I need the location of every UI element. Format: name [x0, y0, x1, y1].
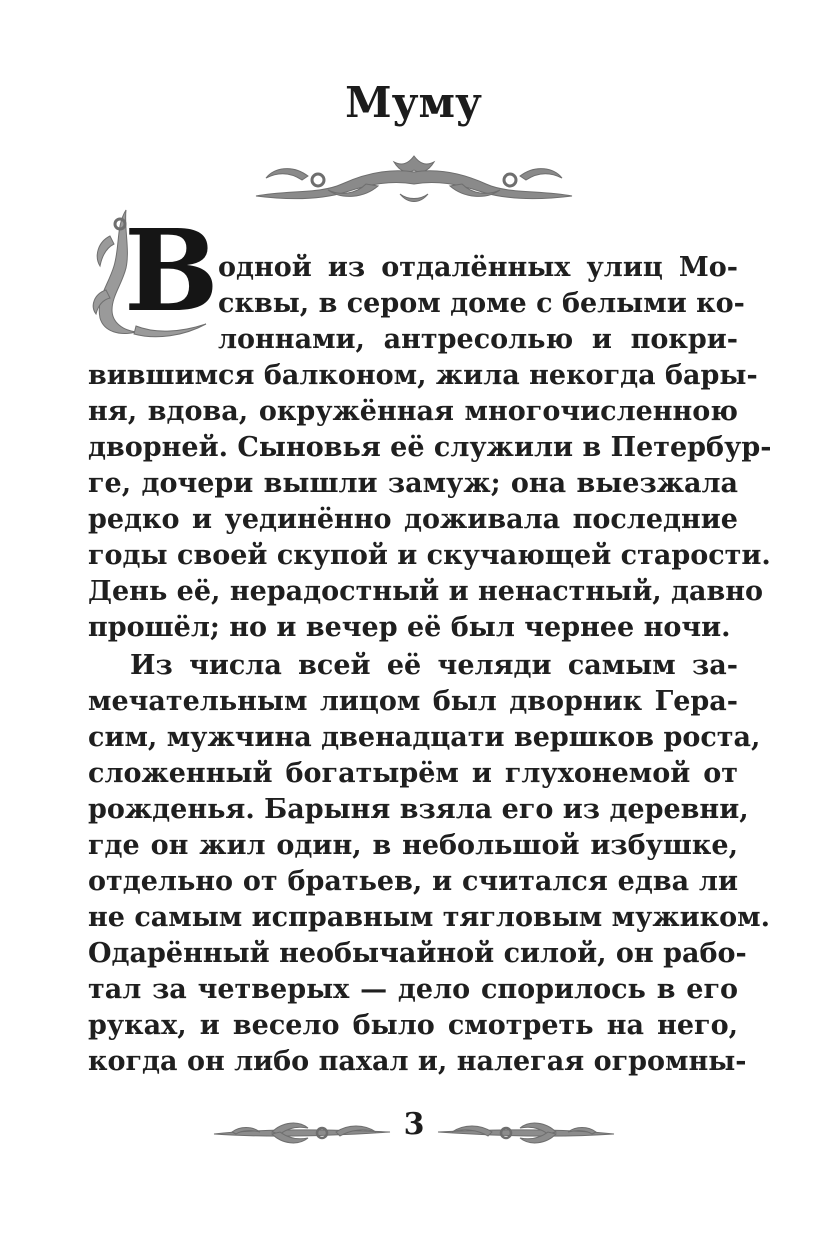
text-line: лоннами, антресолью и покри-: [218, 324, 738, 355]
text-line: не самым исправным тягловым мужиком.: [88, 902, 771, 933]
text-line: отдельно от братьев, и считался едва ли: [88, 866, 738, 897]
text-line: годы своей скупой и скучающей старости.: [88, 540, 771, 571]
text-line: руках, и весело было смотреть на него,: [88, 1010, 738, 1041]
drop-cap-block: [86, 206, 219, 342]
text-line: где он жил один, в небольшой избушке,: [88, 830, 738, 861]
text-line: когда он либо пахал и, налегая огромны-: [88, 1046, 747, 1077]
text-line: Одарённый необычайной силой, он рабо-: [88, 938, 747, 969]
text-line: мечательным лицом был дворник Гера-: [88, 686, 738, 717]
text-line: рожденья. Барыня взяла его из деревни,: [88, 794, 749, 825]
chapter-title: Муму: [345, 78, 482, 127]
text-line: дворней. Сыновья её служили в Петербур-: [88, 432, 772, 463]
text-line: редко и уединённо доживала последние: [88, 504, 738, 535]
text-line: День её, нерадостный и ненастный, давно: [88, 576, 764, 607]
text-line: сквы, в сером доме с белыми ко-: [218, 288, 745, 319]
text-line: Из числа всей её челяди самым за-: [130, 650, 738, 681]
text-line: ге, дочери вышли замуж; она выезжала: [88, 468, 738, 499]
footer-right-flourish-ornament: [434, 1118, 616, 1148]
text-line: ня, вдова, окружённая многочисленною: [88, 396, 738, 427]
text-line: сложенный богатырём и глухонемой от: [88, 758, 738, 789]
text-line: сим, мужчина двенадцати вершков роста,: [88, 722, 761, 753]
text-line: вившимся балконом, жила некогда бары-: [88, 360, 758, 391]
top-flourish-ornament: [250, 150, 578, 208]
text-line: прошёл; но и вечер её был чернее ночи.: [88, 612, 731, 643]
page-number: 3: [403, 1107, 425, 1142]
footer-left-flourish-ornament: [212, 1118, 394, 1148]
text-line: тал за четверых — дело спорилось в его: [88, 974, 738, 1005]
drop-cap-letter: В: [124, 206, 219, 337]
text-line: одной из отдалённых улиц Мо-: [218, 252, 738, 283]
